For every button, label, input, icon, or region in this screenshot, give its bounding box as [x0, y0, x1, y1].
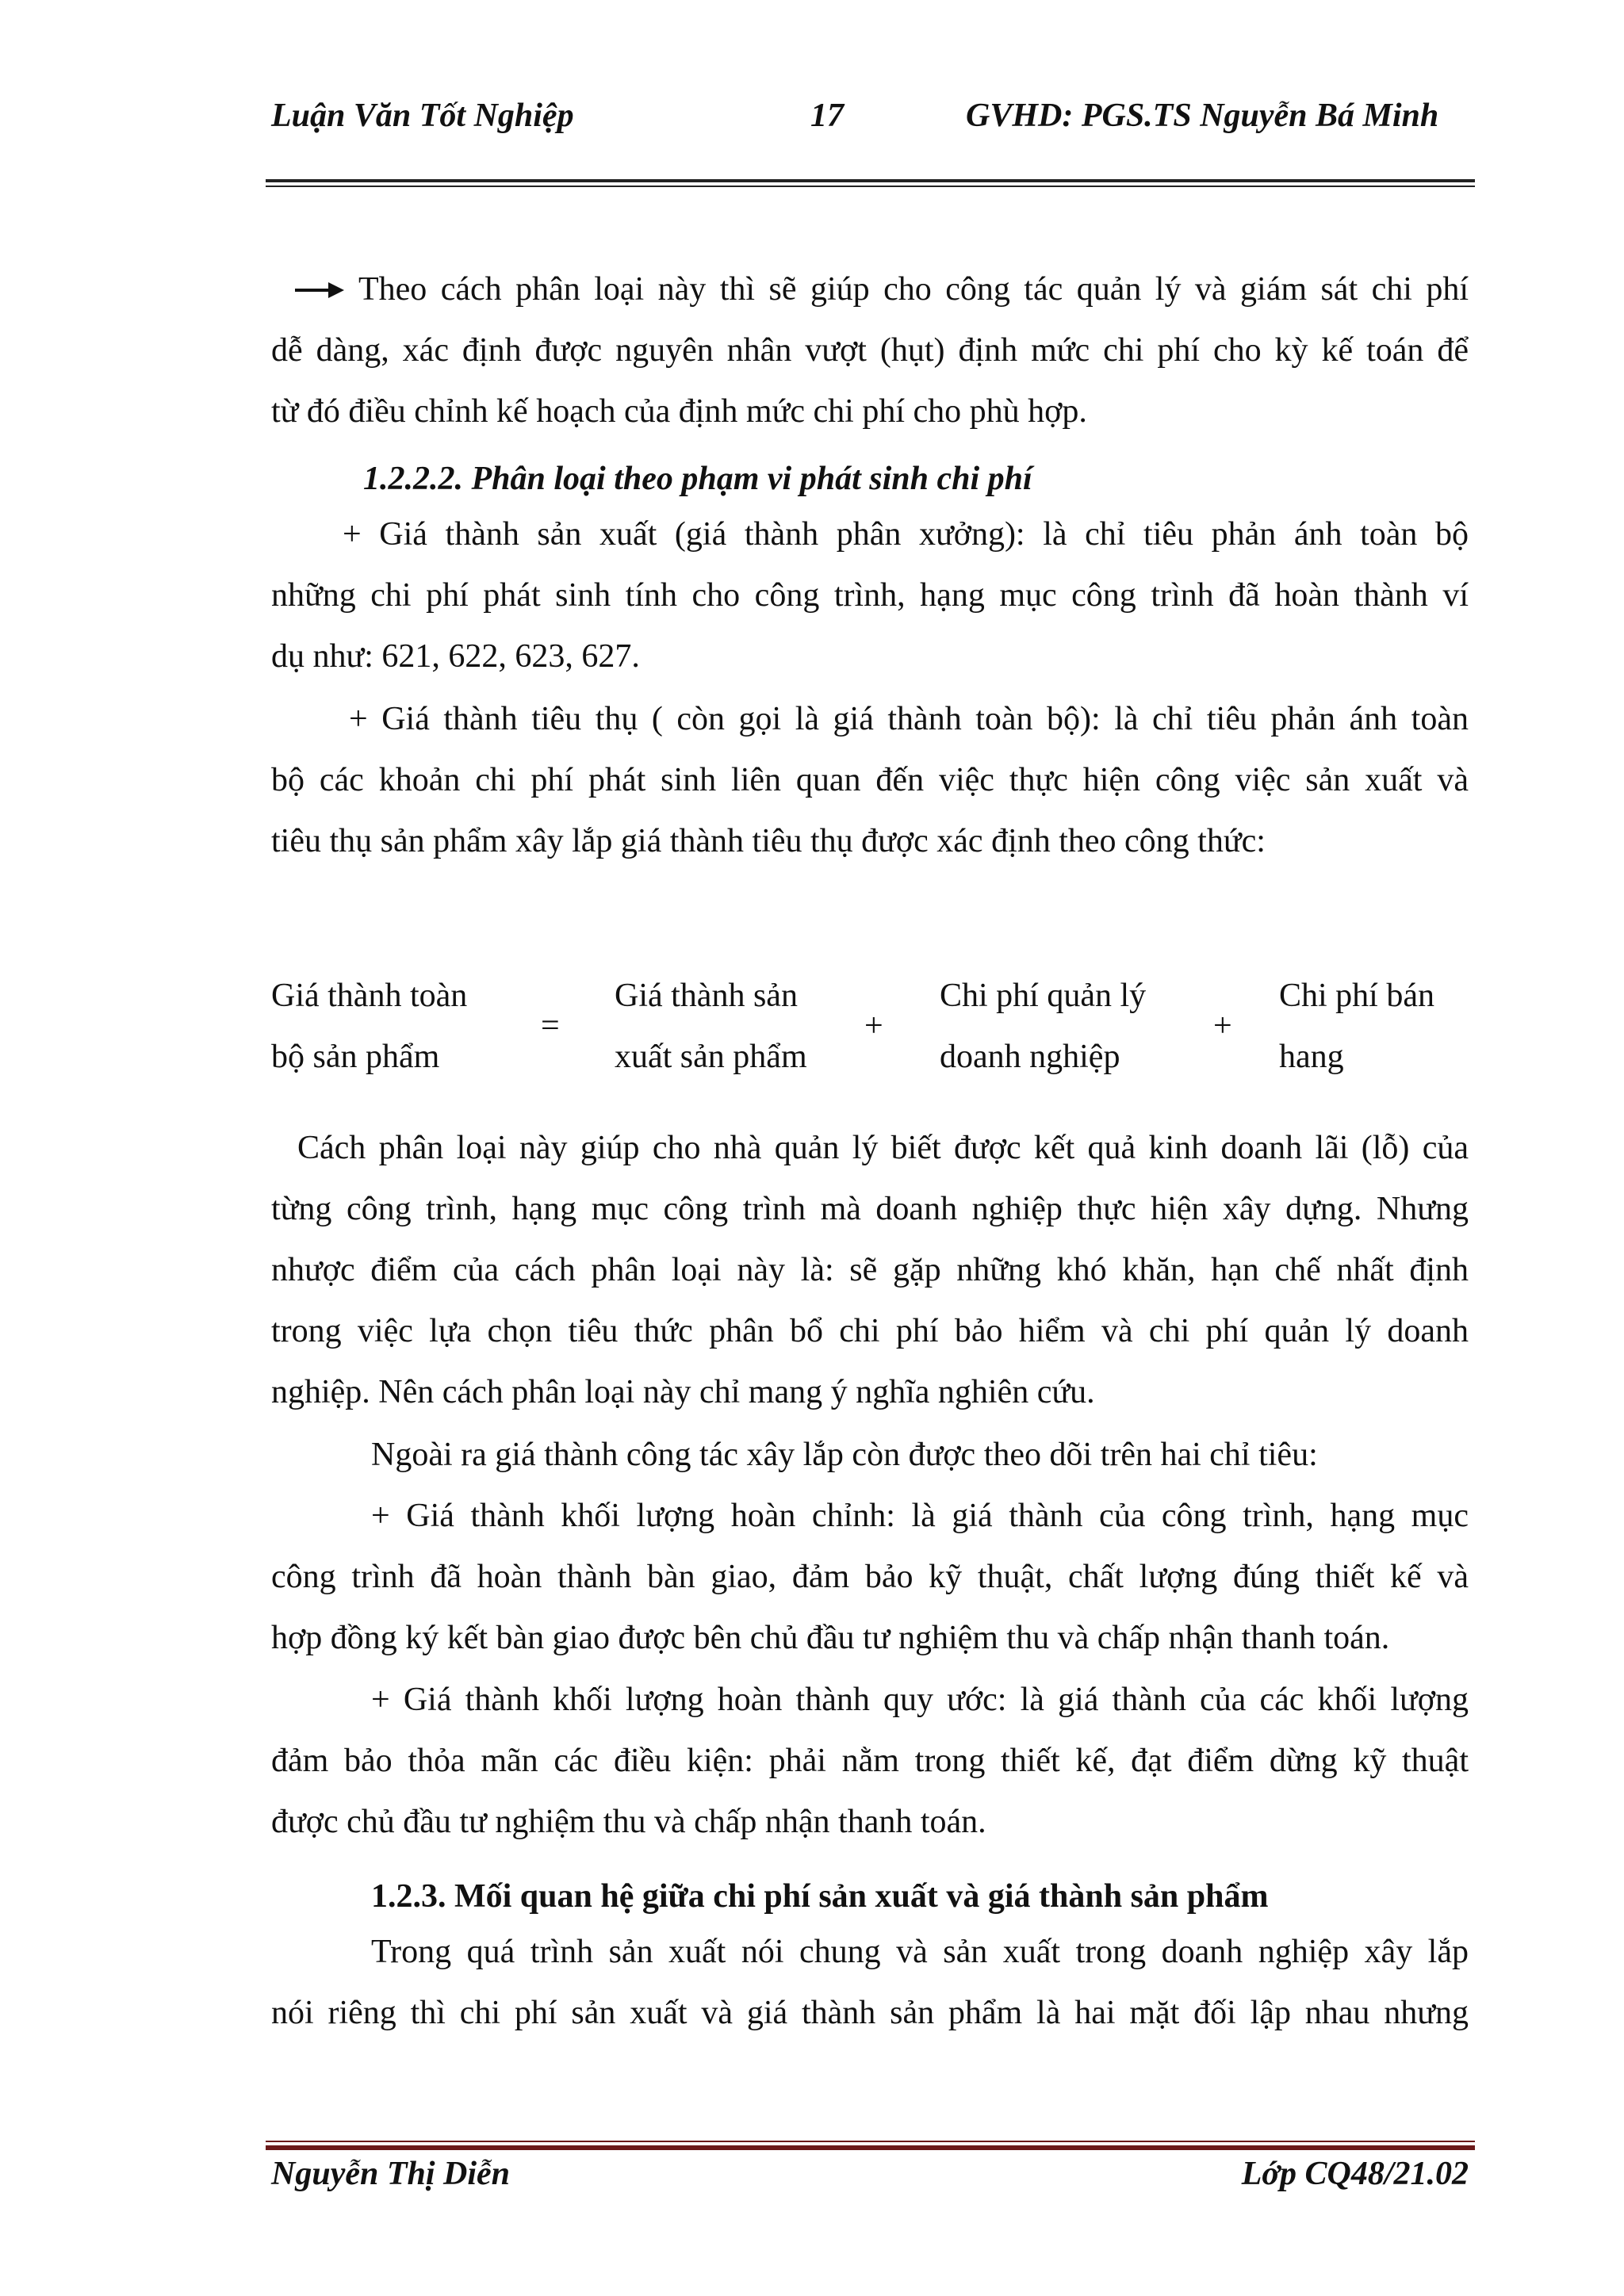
- para-6-line-3: được chủ đầu tư nghiệm thu và chấp nhận thanh toán.: [271, 1804, 986, 1840]
- section-heading-1-2-3: 1.2.3. Mối quan hệ giữa chi phí sản xuất và giá thành sản phẩm: [371, 1878, 1269, 1915]
- footer-rule-thin: [266, 2141, 1475, 2142]
- para-7-line-1: Trong quá trình sản xuất nói chung và sản xuất trong doanh nghiệp xây lắp: [371, 1934, 1469, 1970]
- para-3-line-3: nhược điểm của cách phân loại này là: sẽ gặp những khó khăn, hạn chế nhất định: [271, 1252, 1469, 1288]
- para-3-line-1: Cách phân loại này giúp cho nhà quản lý biết được kết quả kinh doanh lãi (lỗ) của: [297, 1130, 1469, 1166]
- formula-term-3-line-2: doanh nghiệp: [940, 1039, 1120, 1075]
- para-3-line-5: nghiệp. Nên cách phân loại này chỉ mang ý nghĩa nghiên cứu.: [271, 1374, 1095, 1410]
- para-4: Ngoài ra giá thành công tác xây lắp còn được theo dõi trên hai chỉ tiêu:: [371, 1437, 1318, 1473]
- header-rule-thick: [266, 179, 1475, 182]
- para-5-line-2: công trình đã hoàn thành bàn giao, đảm bảo kỹ thuật, chất lượng đúng thiết kế và: [271, 1559, 1469, 1595]
- formula-plus-2: +: [1213, 1008, 1232, 1044]
- para-5-line-3: hợp đồng ký kết bàn giao được bên chủ đầu tư nghiệm thu và chấp nhận thanh toán.: [271, 1620, 1390, 1656]
- page-number: 17: [810, 98, 844, 134]
- para-3-line-2: từng công trình, hạng mục công trình mà doanh nghiệp thực hiện xây dựng. Nhưng: [271, 1191, 1469, 1227]
- header-rule-thin: [266, 186, 1475, 187]
- para-6-line-2: đảm bảo thỏa mãn các điều kiện: phải nằm trong thiết kế, đạt điểm dừng kỹ thuật: [271, 1743, 1469, 1779]
- para-7-line-2: nói riêng thì chi phí sản xuất và giá thành sản phẩm là hai mặt đối lập nhau nhưng: [271, 1995, 1469, 2031]
- formula-term-3-line-1: Chi phí quản lý: [940, 978, 1147, 1014]
- header-left: Luận Văn Tốt Nghiệp: [271, 98, 574, 134]
- para-5-line-1: + Giá thành khối lượng hoàn chỉnh: là giá thành của công trình, hạng mục: [371, 1498, 1469, 1534]
- para-2-line-3: tiêu thụ sản phẩm xây lắp giá thành tiêu thụ được xác định theo công thức:: [271, 823, 1266, 859]
- para-1-line-1: + Giá thành sản xuất (giá thành phân xưởng): là chỉ tiêu phản ánh toàn bộ: [343, 516, 1469, 553]
- para-3-line-4: trong việc lựa chọn tiêu thức phân bổ chi phí bảo hiểm và chi phí quản lý doanh: [271, 1313, 1469, 1349]
- formula-term-1-line-2: bộ sản phẩm: [271, 1039, 440, 1075]
- formula-plus-1: +: [864, 1008, 883, 1044]
- intro-line-2: dễ dàng, xác định được nguyên nhân vượt (hụt) định mức chi phí cho kỳ kế toán để: [271, 332, 1469, 369]
- para-2-line-2: bộ các khoản chi phí phát sinh liên quan đến việc thực hiện công việc sản xuất và: [271, 762, 1469, 798]
- section-heading-1-2-2-2: 1.2.2.2. Phân loại theo phạm vi phát sinh chi phí: [363, 461, 1032, 497]
- formula-term-4-line-1: Chi phí bán: [1279, 978, 1434, 1014]
- para-1-line-3: dụ như: 621, 622, 623, 627.: [271, 638, 640, 675]
- arrow-right-icon: [295, 281, 344, 300]
- para-1-line-2: những chi phí phát sinh tính cho công trình, hạng mục công trình đã hoàn thành ví: [271, 577, 1469, 614]
- para-2-line-1: + Giá thành tiêu thụ ( còn gọi là giá thành toàn bộ): là chỉ tiêu phản ánh toàn: [349, 701, 1469, 737]
- formula-term-2-line-1: Giá thành sản: [615, 978, 798, 1014]
- header-right: GVHD: PGS.TS Nguyễn Bá Minh: [966, 98, 1439, 134]
- formula-term-1-line-1: Giá thành toàn: [271, 978, 468, 1014]
- formula-equals: =: [541, 1008, 560, 1044]
- intro-line-3: từ đó điều chỉnh kế hoạch của định mức chi phí cho phù hợp.: [271, 393, 1087, 430]
- intro-line-1: Theo cách phân loại này thì sẽ giúp cho công tác quản lý và giám sát chi phí: [358, 271, 1469, 308]
- formula-term-4-line-2: hang: [1279, 1039, 1344, 1075]
- footer-author: Nguyễn Thị Diễn: [271, 2156, 511, 2192]
- para-6-line-1: + Giá thành khối lượng hoàn thành quy ước: là giá thành của các khối lượng: [371, 1682, 1469, 1718]
- footer-rule-thick: [266, 2145, 1475, 2150]
- formula-term-2-line-2: xuất sản phẩm: [615, 1039, 807, 1075]
- footer-class: Lớp CQ48/21.02: [1241, 2156, 1469, 2192]
